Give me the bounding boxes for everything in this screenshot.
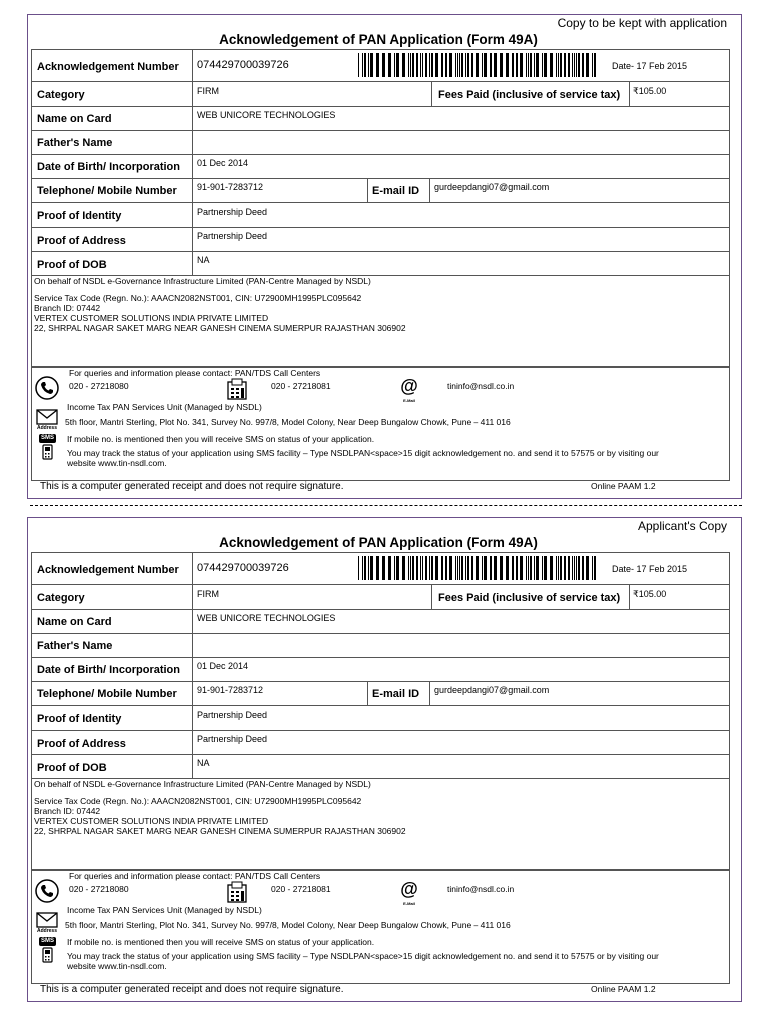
barcode-bar [368, 556, 369, 580]
poa-value: Partnership Deed [197, 231, 268, 241]
poa-row [32, 730, 729, 754]
barcode-bar [422, 53, 423, 77]
phone-icon [35, 879, 59, 903]
behalf-line4: VERTEX CUSTOMER SOLUTIONS INDIA PRIVATE LIMITED [34, 313, 269, 323]
barcode-bar [520, 556, 523, 580]
barcode-bar [435, 53, 438, 77]
behalf-line4: VERTEX CUSTOMER SOLUTIONS INDIA PRIVATE LIMITED [34, 816, 269, 826]
barcode-bar [467, 556, 469, 580]
barcode-bar [382, 556, 385, 580]
copy-label: Copy to be kept with application [557, 16, 727, 30]
copy-applicant-retained [0, 14, 768, 498]
ack-value: 074429700039726 [197, 562, 289, 574]
barcode-bar [358, 53, 359, 77]
fax-icon [227, 881, 247, 903]
podob-value: NA [197, 758, 210, 768]
barcode-bar [550, 53, 553, 77]
dob-label: Date of Birth/ Incorporation [37, 664, 180, 676]
behalf-line1: On behalf of NSDL e-Governance Infrastructure Limited (PAN-Centre Managed by NSDL) [34, 779, 371, 789]
barcode-bar [459, 556, 460, 580]
barcode [358, 53, 603, 77]
barcode-bar [416, 556, 418, 580]
email-at-icon [397, 880, 421, 902]
barcode-bar [412, 53, 414, 77]
form-table [31, 49, 730, 276]
barcode-bar [568, 53, 570, 77]
barcode-bar [528, 556, 529, 580]
barcode-bar [457, 53, 458, 77]
barcode-bar [484, 556, 487, 580]
barcode-bar [408, 556, 409, 580]
barcode-bar [516, 53, 518, 77]
phone-row [32, 178, 729, 202]
barcode-bar [396, 556, 399, 580]
footer-version: Online PAAM 1.2 [591, 984, 656, 994]
barcode-bar [556, 556, 557, 580]
barcode-bar [592, 556, 593, 580]
pan-address: 5th floor, Mantri Sterling, Plot No. 341, Survey No. 997/8, Model Colony, Near Deep Bungalow Chowk, Pune – 411 016 [65, 920, 511, 930]
sms-icon [39, 937, 56, 963]
barcode-bar [564, 53, 566, 77]
barcode-bar [420, 556, 421, 580]
behalf-line5: 22, SHRPAL NAGAR SAKET MARG NEAR GANESH CINEMA SUMERPUR RAJASTHAN 306902 [34, 826, 406, 836]
pan-address: 5th floor, Mantri Sterling, Plot No. 341, Survey No. 997/8, Model Colony, Near Deep Bungalow Chowk, Pune – 411 016 [65, 417, 511, 427]
barcode-bar [364, 556, 366, 580]
behalf-line5: 22, SHRPAL NAGAR SAKET MARG NEAR GANESH CINEMA SUMERPUR RAJASTHAN 306902 [34, 323, 406, 333]
email-label: E-mail ID [372, 185, 420, 197]
poi-label: Proof of Identity [37, 210, 122, 222]
sms-line2: You may track the status of your application using SMS facility – Type NSDLPAN<space>15 digit acknowledgement no. and send it to 57575 or by visiting our [67, 448, 659, 458]
form-table [31, 552, 730, 779]
barcode-bar [461, 53, 463, 77]
barcode-bar [528, 53, 529, 77]
category-value: FIRM [197, 86, 219, 96]
footer-note: This is a computer generated receipt and does not require signature. [40, 481, 344, 492]
barcode-bar [402, 53, 405, 77]
barcode-bar [445, 53, 447, 77]
behalf-line2: Service Tax Code (Regn. No.): AAACN2082NST001, CIN: U72900MH1995PLC095642 [34, 796, 362, 806]
barcode-bar [431, 556, 433, 580]
fees-value: ₹105.00 [633, 86, 667, 96]
barcode-bar [482, 53, 483, 77]
date: Date- 17 Feb 2015 [612, 564, 688, 574]
barcode-bar [564, 556, 566, 580]
barcode-bar [578, 53, 580, 77]
copy-label: Applicant's Copy [637, 519, 727, 533]
barcode-bar [490, 53, 492, 77]
barcode-bar [410, 53, 411, 77]
barcode-bar [370, 556, 373, 580]
name-row [32, 609, 729, 633]
dob-row [32, 657, 729, 681]
address-envelope-icon [36, 912, 58, 928]
category-row [32, 81, 729, 106]
barcode-bar [542, 53, 543, 77]
barcode-bar [382, 53, 385, 77]
dob-label: Date of Birth/ Incorporation [37, 161, 180, 173]
contact-email: tininfo@nsdl.co.in [447, 381, 515, 391]
dob-value: 01 Dec 2014 [197, 158, 249, 168]
fax-icon [227, 378, 247, 400]
barcode-bar [455, 556, 456, 580]
barcode-bar [410, 556, 411, 580]
barcode-bar [558, 53, 559, 77]
name-value: WEB UNICORE TECHNOLOGIES [197, 110, 336, 120]
barcode-bar [422, 556, 423, 580]
barcode-bar [526, 556, 527, 580]
dob-value: 01 Dec 2014 [197, 661, 249, 671]
behalf-line1: On behalf of NSDL e-Governance Infrastructure Limited (PAN-Centre Managed by NSDL) [34, 276, 371, 286]
fees-label: Fees Paid (inclusive of service tax) [438, 592, 621, 604]
phone-icon [35, 376, 59, 400]
barcode-bar [465, 53, 466, 77]
barcode-bar [520, 53, 523, 77]
barcode-bar [465, 556, 466, 580]
phone-value: 91-901-7283712 [197, 182, 264, 192]
barcode-bar [592, 53, 593, 77]
barcode-bar [412, 556, 414, 580]
pan-unit: Income Tax PAN Services Unit (Managed by NSDL) [67, 402, 262, 412]
barcode-bar [416, 53, 418, 77]
barcode-bar [425, 53, 427, 77]
barcode-bar [445, 556, 447, 580]
sms-line2: You may track the status of your application using SMS facility – Type NSDLPAN<space>15 digit acknowledgement no. and send it to 57575 or by visiting our [67, 951, 659, 961]
barcode-bar [431, 53, 433, 77]
ack-label: Acknowledgement Number [37, 564, 179, 576]
barcode-bar [484, 53, 487, 77]
poi-label: Proof of Identity [37, 713, 122, 725]
queries-text: For queries and information please contact: PAN/TDS Call Centers [69, 368, 321, 378]
barcode-bar [556, 53, 557, 77]
barcode-bar [568, 556, 570, 580]
barcode-bar [441, 53, 443, 77]
podob-row [32, 754, 729, 778]
barcode-bar [362, 53, 363, 77]
barcode-bar [435, 556, 438, 580]
name-row [32, 106, 729, 130]
barcode-bar [572, 53, 573, 77]
barcode-bar [594, 53, 596, 77]
barcode-bar [471, 53, 473, 77]
barcode-bar [368, 53, 369, 77]
poa-value: Partnership Deed [197, 734, 268, 744]
barcode-bar [388, 53, 391, 77]
phone-label: Telephone/ Mobile Number [37, 185, 177, 197]
address-icon-caption: Address [36, 928, 57, 934]
barcode-bar [490, 556, 492, 580]
behalf-box [31, 777, 730, 870]
contact-box [31, 367, 730, 481]
ack-value: 074429700039726 [197, 59, 289, 71]
father-row [32, 633, 729, 657]
barcode-bar [362, 556, 363, 580]
barcode-bar [376, 556, 379, 580]
email-at-icon [397, 377, 421, 399]
fax-number: 020 - 27218081 [271, 884, 331, 894]
barcode-bar [471, 556, 473, 580]
podob-value: NA [197, 255, 210, 265]
barcode-bar [544, 53, 547, 77]
barcode-bar [586, 53, 589, 77]
barcode-bar [467, 53, 469, 77]
date: Date- 17 Feb 2015 [612, 61, 688, 71]
category-value: FIRM [197, 589, 219, 599]
barcode-bar [536, 53, 539, 77]
barcode-bar [494, 556, 497, 580]
barcode-bar [582, 53, 584, 77]
barcode-bar [536, 556, 539, 580]
father-label: Father's Name [37, 640, 113, 652]
phone-row [32, 681, 729, 705]
barcode-bar [394, 556, 395, 580]
contact-box [31, 870, 730, 984]
barcode-bar [455, 53, 456, 77]
svg-text:@: @ [400, 880, 418, 899]
form-title: Acknowledgement of PAN Application (Form 49A) [219, 32, 538, 47]
barcode-bar [586, 556, 589, 580]
sms-icon-caption: SMS [40, 435, 54, 441]
barcode-bar [572, 556, 573, 580]
svg-text:@: @ [400, 377, 418, 396]
barcode-bar [512, 53, 514, 77]
cut-line [30, 505, 742, 506]
queries-text: For queries and information please contact: PAN/TDS Call Centers [69, 871, 321, 881]
barcode-bar [370, 53, 373, 77]
barcode-bar [429, 53, 430, 77]
phone-number: 020 - 27218080 [69, 381, 129, 391]
phone-label: Telephone/ Mobile Number [37, 688, 177, 700]
barcode-bar [482, 556, 483, 580]
barcode-bar [476, 556, 479, 580]
address-envelope-icon [36, 409, 58, 425]
poa-label: Proof of Address [37, 235, 126, 247]
category-label: Category [37, 592, 85, 604]
barcode-bar [582, 556, 584, 580]
barcode-bar [506, 556, 509, 580]
poi-value: Partnership Deed [197, 207, 268, 217]
behalf-line3: Branch ID: 07442 [34, 303, 101, 313]
poi-value: Partnership Deed [197, 710, 268, 720]
barcode-bar [560, 53, 562, 77]
barcode-bar [576, 53, 577, 77]
father-row [32, 130, 729, 154]
barcode-bar [358, 556, 359, 580]
barcode [358, 556, 603, 580]
email-icon-caption: E-Mail [403, 901, 415, 906]
podob-label: Proof of DOB [37, 259, 107, 271]
barcode-bar [542, 556, 543, 580]
name-value: WEB UNICORE TECHNOLOGIES [197, 613, 336, 623]
barcode-bar [402, 556, 405, 580]
barcode-bar [457, 556, 458, 580]
copy-applicant [0, 517, 768, 1001]
footer-note: This is a computer generated receipt and does not require signature. [40, 984, 344, 995]
barcode-bar [394, 53, 395, 77]
barcode-bar [461, 556, 463, 580]
barcode-bar [530, 556, 532, 580]
barcode-bar [534, 556, 535, 580]
poi-row [32, 202, 729, 227]
barcode-bar [449, 53, 452, 77]
fees-value: ₹105.00 [633, 589, 667, 599]
behalf-line2: Service Tax Code (Regn. No.): AAACN2082NST001, CIN: U72900MH1995PLC095642 [34, 293, 362, 303]
barcode-bar [530, 53, 532, 77]
category-label: Category [37, 89, 85, 101]
name-label: Name on Card [37, 113, 112, 125]
barcode-bar [516, 556, 518, 580]
barcode-bar [459, 53, 460, 77]
footer-version: Online PAAM 1.2 [591, 481, 656, 491]
dob-row [32, 154, 729, 178]
ack-label: Acknowledgement Number [37, 61, 179, 73]
barcode-bar [506, 53, 509, 77]
barcode-bar [526, 53, 527, 77]
address-icon-caption: Address [36, 425, 57, 431]
sms-line3: website www.tin-nsdl.com. [67, 961, 167, 971]
barcode-bar [408, 53, 409, 77]
sms-line1: If mobile no. is mentioned then you will receive SMS on status of your application. [67, 937, 375, 947]
barcode-bar [364, 53, 366, 77]
barcode-bar [420, 53, 421, 77]
email-icon-caption: E-Mail [403, 398, 415, 403]
barcode-bar [550, 556, 553, 580]
fax-number: 020 - 27218081 [271, 381, 331, 391]
contact-email: tininfo@nsdl.co.in [447, 884, 515, 894]
barcode-bar [376, 53, 379, 77]
barcode-bar [544, 556, 547, 580]
sms-line1: If mobile no. is mentioned then you will receive SMS on status of your application. [67, 434, 375, 444]
category-row [32, 584, 729, 609]
barcode-bar [425, 556, 427, 580]
barcode-bar [574, 53, 575, 77]
phone-number: 020 - 27218080 [69, 884, 129, 894]
barcode-bar [494, 53, 497, 77]
email-value: gurdeepdangi07@gmail.com [434, 182, 550, 192]
barcode-bar [560, 556, 562, 580]
ack-row [32, 553, 729, 584]
barcode-bar [576, 556, 577, 580]
barcode-bar [500, 53, 503, 77]
barcode-bar [558, 556, 559, 580]
barcode-bar [574, 556, 575, 580]
email-value: gurdeepdangi07@gmail.com [434, 685, 550, 695]
pan-unit: Income Tax PAN Services Unit (Managed by NSDL) [67, 905, 262, 915]
poi-row [32, 705, 729, 730]
podob-row [32, 251, 729, 275]
sms-icon-caption: SMS [40, 938, 54, 944]
form-title: Acknowledgement of PAN Application (Form 49A) [219, 535, 538, 550]
barcode-bar [512, 556, 514, 580]
name-label: Name on Card [37, 616, 112, 628]
fees-label: Fees Paid (inclusive of service tax) [438, 89, 621, 101]
poa-row [32, 227, 729, 251]
phone-value: 91-901-7283712 [197, 685, 264, 695]
father-label: Father's Name [37, 137, 113, 149]
barcode-bar [534, 53, 535, 77]
email-label: E-mail ID [372, 688, 420, 700]
behalf-line3: Branch ID: 07442 [34, 806, 101, 816]
sms-line3: website www.tin-nsdl.com. [67, 458, 167, 468]
ack-row [32, 50, 729, 81]
barcode-bar [476, 53, 479, 77]
behalf-box [31, 274, 730, 367]
barcode-bar [578, 556, 580, 580]
podob-label: Proof of DOB [37, 762, 107, 774]
barcode-bar [500, 556, 503, 580]
barcode-bar [429, 556, 430, 580]
barcode-bar [388, 556, 391, 580]
barcode-bar [594, 556, 596, 580]
sms-icon [39, 434, 56, 460]
barcode-bar [396, 53, 399, 77]
poa-label: Proof of Address [37, 738, 126, 750]
barcode-bar [449, 556, 452, 580]
barcode-bar [441, 556, 443, 580]
